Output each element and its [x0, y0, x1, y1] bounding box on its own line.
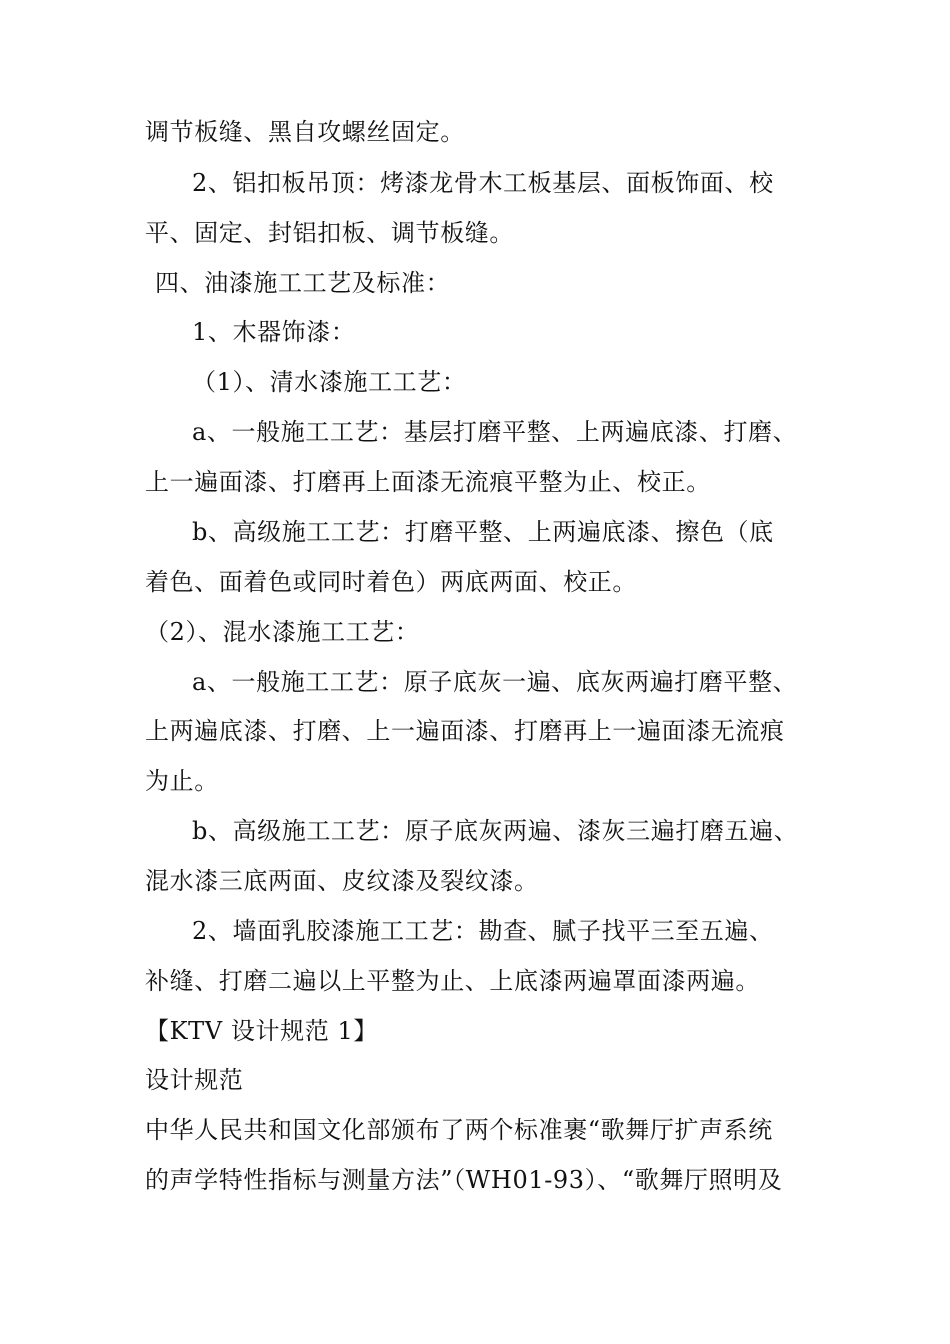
text-line: 中华人民共和国文化部颁布了两个标准裹“歌舞厅扩声系统	[145, 1116, 773, 1144]
section-heading: 【KTV 设计规范 1】	[145, 1017, 378, 1045]
text-line: b、高级施工工艺：打磨平整、上两遍底漆、擦色（底	[192, 518, 774, 546]
text-line: （2）、混水漆施工工艺：	[145, 618, 420, 646]
text-line: 设计规范	[145, 1066, 244, 1094]
text-line: 上两遍底漆、打磨、上一遍面漆、打磨再上一遍面漆无流痕	[145, 717, 785, 745]
text-line: 补缝、打磨二遍以上平整为止、上底漆两遍罩面漆两遍。	[145, 967, 760, 995]
text-line: a、一般施工工艺：基层打磨平整、上两遍底漆、打磨、	[192, 418, 798, 446]
text-line: 上一遍面漆、打磨再上面漆无流痕平整为止、校正。	[145, 468, 711, 496]
text-line: 调节板缝、黑自攻螺丝固定。	[145, 118, 465, 146]
section-heading: 四、油漆施工工艺及标准：	[155, 269, 451, 297]
text-line: 着色、面着色或同时着色）两底两面、校正。	[145, 568, 637, 596]
text-line: 的声学特性指标与测量方法”（WH01-93）、“歌舞厅照明及	[145, 1166, 783, 1194]
text-line: 2、墙面乳胶漆施工工艺：勘查、腻子找平三至五遍、	[192, 917, 774, 945]
text-line: 1、木器饰漆：	[192, 318, 356, 346]
text-line: 2、铝扣板吊顶：烤漆龙骨木工板基层、面板饰面、校	[192, 169, 774, 197]
text-line: b、高级施工工艺：原子底灰两遍、漆灰三遍打磨五遍、	[192, 817, 799, 845]
text-line: （1）、清水漆施工工艺：	[192, 368, 467, 396]
text-line: 为止。	[145, 767, 219, 795]
text-line: 混水漆三底两面、皮纹漆及裂纹漆。	[145, 867, 539, 895]
text-line: 平、固定、封铝扣板、调节板缝。	[145, 219, 514, 247]
text-line: a、一般施工工艺：原子底灰一遍、底灰两遍打磨平整、	[192, 668, 798, 696]
